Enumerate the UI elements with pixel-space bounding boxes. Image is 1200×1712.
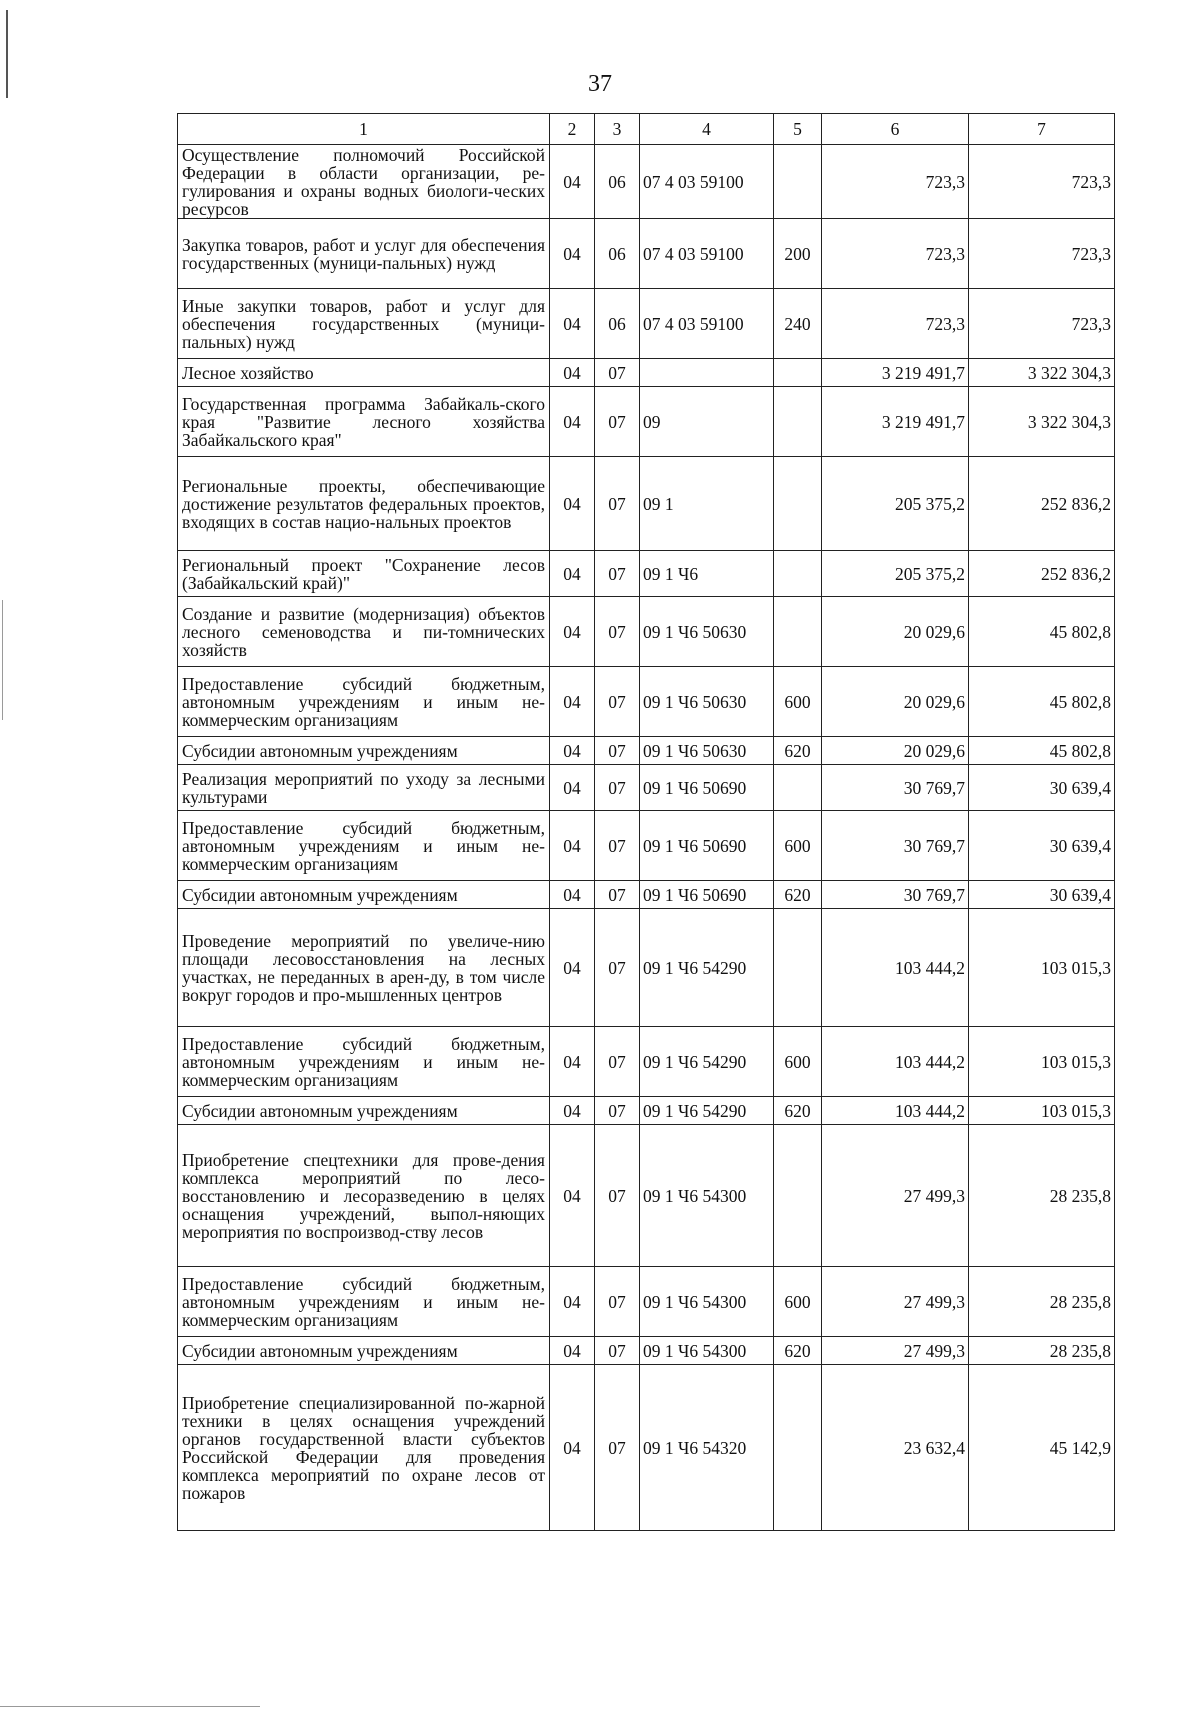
row-expense-type-cell: 620 bbox=[774, 737, 822, 765]
row-target-item-cell: 09 1 Ч6 50630 bbox=[640, 737, 774, 765]
row-section-cell: 04 bbox=[550, 551, 595, 597]
row-expense-type-cell bbox=[774, 145, 822, 219]
row-amount-2-cell: 723,3 bbox=[969, 289, 1115, 359]
row-name-cell: Проведение мероприятий по увеличе-нию площади лесовосстановления на лесных участках, не переданных в арен-ду, в том числе вокруг городов и про-мышленных центров bbox=[178, 909, 550, 1027]
row-expense-type-cell: 600 bbox=[774, 811, 822, 881]
row-amount-2-cell: 103 015,3 bbox=[969, 909, 1115, 1027]
row-amount-2-cell: 723,3 bbox=[969, 145, 1115, 219]
table-row bbox=[178, 457, 1115, 551]
table-row bbox=[178, 1365, 1115, 1531]
row-expense-type-cell bbox=[774, 457, 822, 551]
table-row bbox=[178, 1097, 1115, 1125]
row-subsection-cell: 07 bbox=[595, 811, 640, 881]
row-subsection-cell: 06 bbox=[595, 145, 640, 219]
row-subsection-cell: 07 bbox=[595, 1027, 640, 1097]
row-target-item-cell: 09 1 Ч6 50690 bbox=[640, 765, 774, 811]
table-row bbox=[178, 219, 1115, 289]
row-section-cell: 04 bbox=[550, 765, 595, 811]
row-amount-1-cell: 205 375,2 bbox=[822, 551, 969, 597]
header-col-6: 6 bbox=[822, 114, 969, 145]
row-amount-2-cell: 30 639,4 bbox=[969, 881, 1115, 909]
row-expense-type-cell bbox=[774, 597, 822, 667]
row-target-item-cell: 07 4 03 59100 bbox=[640, 219, 774, 289]
row-section-cell: 04 bbox=[550, 387, 595, 457]
row-amount-2-cell: 45 142,9 bbox=[969, 1365, 1115, 1531]
row-amount-2-cell: 252 836,2 bbox=[969, 551, 1115, 597]
table-row bbox=[178, 289, 1115, 359]
row-amount-2-cell: 45 802,8 bbox=[969, 667, 1115, 737]
row-amount-2-cell: 30 639,4 bbox=[969, 765, 1115, 811]
row-amount-1-cell: 23 632,4 bbox=[822, 1365, 969, 1531]
row-expense-type-cell bbox=[774, 359, 822, 387]
row-name-cell: Реализация мероприятий по уходу за лесными культурами bbox=[178, 765, 550, 811]
row-amount-1-cell: 30 769,7 bbox=[822, 881, 969, 909]
row-name-cell: Иные закупки товаров, работ и услуг для обеспечения государственных (муници-пальных) нужд bbox=[178, 289, 550, 359]
row-amount-2-cell: 28 235,8 bbox=[969, 1337, 1115, 1365]
header-col-4: 4 bbox=[640, 114, 774, 145]
row-subsection-cell: 07 bbox=[595, 457, 640, 551]
row-section-cell: 04 bbox=[550, 289, 595, 359]
row-subsection-cell: 07 bbox=[595, 551, 640, 597]
row-section-cell: 04 bbox=[550, 737, 595, 765]
page-number: 37 bbox=[588, 71, 612, 97]
row-section-cell: 04 bbox=[550, 881, 595, 909]
table-row bbox=[178, 387, 1115, 457]
scan-edge-mark-lower bbox=[2, 600, 3, 720]
row-expense-type-cell: 620 bbox=[774, 1097, 822, 1125]
row-target-item-cell: 09 1 Ч6 54290 bbox=[640, 1097, 774, 1125]
row-amount-1-cell: 20 029,6 bbox=[822, 737, 969, 765]
row-amount-2-cell: 28 235,8 bbox=[969, 1125, 1115, 1267]
row-amount-2-cell: 3 322 304,3 bbox=[969, 359, 1115, 387]
row-name-cell: Региональный проект "Сохранение лесов (Забайкальский край)" bbox=[178, 551, 550, 597]
row-section-cell: 04 bbox=[550, 1097, 595, 1125]
row-amount-1-cell: 20 029,6 bbox=[822, 597, 969, 667]
row-subsection-cell: 06 bbox=[595, 219, 640, 289]
row-name-cell: Предоставление субсидий бюджетным, автономным учреждениям и иным не-коммерческим организациям bbox=[178, 667, 550, 737]
row-section-cell: 04 bbox=[550, 811, 595, 881]
row-amount-2-cell: 103 015,3 bbox=[969, 1027, 1115, 1097]
row-target-item-cell: 09 1 Ч6 54290 bbox=[640, 1027, 774, 1097]
row-target-item-cell: 09 1 bbox=[640, 457, 774, 551]
row-name-cell: Приобретение спецтехники для прове-дения комплекса мероприятий по лесо-восстановлению и лесоразведению в целях оснащения учреждений, выпол-няющих мероприятия по воспроизвод-ству лесов bbox=[178, 1125, 550, 1267]
row-subsection-cell: 07 bbox=[595, 1125, 640, 1267]
row-subsection-cell: 07 bbox=[595, 387, 640, 457]
table-row bbox=[178, 1267, 1115, 1337]
row-section-cell: 04 bbox=[550, 1337, 595, 1365]
table-row bbox=[178, 1125, 1115, 1267]
row-target-item-cell: 09 1 Ч6 54290 bbox=[640, 909, 774, 1027]
table-row bbox=[178, 359, 1115, 387]
row-amount-2-cell: 45 802,8 bbox=[969, 597, 1115, 667]
table-row bbox=[178, 765, 1115, 811]
scan-bottom-mark bbox=[0, 1706, 260, 1707]
row-section-cell: 04 bbox=[550, 145, 595, 219]
row-name-cell: Субсидии автономным учреждениям bbox=[178, 881, 550, 909]
table-row bbox=[178, 909, 1115, 1027]
row-subsection-cell: 07 bbox=[595, 1267, 640, 1337]
row-subsection-cell: 07 bbox=[595, 667, 640, 737]
row-name-cell: Предоставление субсидий бюджетным, автономным учреждениям и иным не-коммерческим организациям bbox=[178, 1267, 550, 1337]
row-expense-type-cell: 620 bbox=[774, 881, 822, 909]
row-amount-1-cell: 205 375,2 bbox=[822, 457, 969, 551]
row-amount-1-cell: 3 219 491,7 bbox=[822, 387, 969, 457]
row-subsection-cell: 07 bbox=[595, 765, 640, 811]
row-amount-2-cell: 252 836,2 bbox=[969, 457, 1115, 551]
row-name-cell: Лесное хозяйство bbox=[178, 359, 550, 387]
row-expense-type-cell: 240 bbox=[774, 289, 822, 359]
row-name-cell: Субсидии автономным учреждениям bbox=[178, 1097, 550, 1125]
row-expense-type-cell: 600 bbox=[774, 667, 822, 737]
row-target-item-cell: 09 1 Ч6 50630 bbox=[640, 667, 774, 737]
row-section-cell: 04 bbox=[550, 1365, 595, 1531]
header-col-3: 3 bbox=[595, 114, 640, 145]
row-name-cell: Субсидии автономным учреждениям bbox=[178, 737, 550, 765]
row-amount-1-cell: 30 769,7 bbox=[822, 765, 969, 811]
row-subsection-cell: 07 bbox=[595, 1097, 640, 1125]
row-amount-2-cell: 723,3 bbox=[969, 219, 1115, 289]
row-target-item-cell: 09 1 Ч6 50630 bbox=[640, 597, 774, 667]
table-row bbox=[178, 1027, 1115, 1097]
row-expense-type-cell bbox=[774, 1365, 822, 1531]
row-expense-type-cell: 600 bbox=[774, 1267, 822, 1337]
table-row bbox=[178, 737, 1115, 765]
row-amount-2-cell: 28 235,8 bbox=[969, 1267, 1115, 1337]
table-header-row bbox=[178, 114, 1115, 145]
row-subsection-cell: 07 bbox=[595, 881, 640, 909]
row-subsection-cell: 07 bbox=[595, 597, 640, 667]
table-row bbox=[178, 1337, 1115, 1365]
row-target-item-cell: 09 1 Ч6 50690 bbox=[640, 881, 774, 909]
row-amount-2-cell: 103 015,3 bbox=[969, 1097, 1115, 1125]
row-amount-1-cell: 30 769,7 bbox=[822, 811, 969, 881]
row-amount-1-cell: 723,3 bbox=[822, 219, 969, 289]
table-row bbox=[178, 551, 1115, 597]
row-amount-2-cell: 45 802,8 bbox=[969, 737, 1115, 765]
row-target-item-cell: 09 1 Ч6 54300 bbox=[640, 1337, 774, 1365]
table-row bbox=[178, 145, 1115, 219]
row-name-cell: Приобретение специализированной по-жарной техники в целях оснащения учреждений органов государственной власти субъектов Российской Федерации для проведения комплекса мероприятий по охране лесов от пожаров bbox=[178, 1365, 550, 1531]
table-row bbox=[178, 881, 1115, 909]
row-amount-1-cell: 103 444,2 bbox=[822, 909, 969, 1027]
row-target-item-cell bbox=[640, 359, 774, 387]
table-body bbox=[178, 145, 1115, 1531]
row-name-cell: Региональные проекты, обеспечивающие достижение результатов федеральных проектов, входящих в состав нацио-нальных проектов bbox=[178, 457, 550, 551]
budget-table bbox=[177, 113, 1115, 1531]
row-amount-2-cell: 3 322 304,3 bbox=[969, 387, 1115, 457]
row-subsection-cell: 07 bbox=[595, 359, 640, 387]
row-target-item-cell: 09 1 Ч6 54300 bbox=[640, 1267, 774, 1337]
row-amount-1-cell: 103 444,2 bbox=[822, 1027, 969, 1097]
row-expense-type-cell bbox=[774, 909, 822, 1027]
row-expense-type-cell bbox=[774, 1125, 822, 1267]
header-col-5: 5 bbox=[774, 114, 822, 145]
row-name-cell: Субсидии автономным учреждениям bbox=[178, 1337, 550, 1365]
table-row bbox=[178, 811, 1115, 881]
row-name-cell: Осуществление полномочий Российской Федерации в области организации, ре-гулирования и охраны водных биологи-ческих ресурсов bbox=[178, 145, 550, 219]
header-col-1: 1 bbox=[178, 114, 550, 145]
row-target-item-cell: 09 1 Ч6 54320 bbox=[640, 1365, 774, 1531]
row-subsection-cell: 07 bbox=[595, 909, 640, 1027]
row-section-cell: 04 bbox=[550, 219, 595, 289]
row-amount-1-cell: 723,3 bbox=[822, 145, 969, 219]
row-section-cell: 04 bbox=[550, 359, 595, 387]
row-expense-type-cell bbox=[774, 387, 822, 457]
row-target-item-cell: 09 1 Ч6 bbox=[640, 551, 774, 597]
row-section-cell: 04 bbox=[550, 1267, 595, 1337]
row-amount-1-cell: 20 029,6 bbox=[822, 667, 969, 737]
row-amount-2-cell: 30 639,4 bbox=[969, 811, 1115, 881]
table-row bbox=[178, 597, 1115, 667]
row-expense-type-cell bbox=[774, 551, 822, 597]
row-section-cell: 04 bbox=[550, 597, 595, 667]
row-target-item-cell: 07 4 03 59100 bbox=[640, 145, 774, 219]
row-amount-1-cell: 723,3 bbox=[822, 289, 969, 359]
row-section-cell: 04 bbox=[550, 457, 595, 551]
scan-edge-mark bbox=[6, 10, 8, 98]
row-subsection-cell: 07 bbox=[595, 1365, 640, 1531]
row-subsection-cell: 06 bbox=[595, 289, 640, 359]
row-target-item-cell: 07 4 03 59100 bbox=[640, 289, 774, 359]
row-section-cell: 04 bbox=[550, 667, 595, 737]
row-expense-type-cell: 600 bbox=[774, 1027, 822, 1097]
row-name-cell: Предоставление субсидий бюджетным, автономным учреждениям и иным не-коммерческим организациям bbox=[178, 1027, 550, 1097]
row-section-cell: 04 bbox=[550, 909, 595, 1027]
row-section-cell: 04 bbox=[550, 1027, 595, 1097]
row-amount-1-cell: 103 444,2 bbox=[822, 1097, 969, 1125]
row-name-cell: Предоставление субсидий бюджетным, автономным учреждениям и иным не-коммерческим организациям bbox=[178, 811, 550, 881]
row-amount-1-cell: 27 499,3 bbox=[822, 1125, 969, 1267]
row-subsection-cell: 07 bbox=[595, 737, 640, 765]
row-name-cell: Государственная программа Забайкаль-ского края "Развитие лесного хозяйства Забайкальского края" bbox=[178, 387, 550, 457]
row-name-cell: Закупка товаров, работ и услуг для обеспечения государственных (муници-пальных) нужд bbox=[178, 219, 550, 289]
row-expense-type-cell bbox=[774, 765, 822, 811]
row-amount-1-cell: 3 219 491,7 bbox=[822, 359, 969, 387]
row-amount-1-cell: 27 499,3 bbox=[822, 1337, 969, 1365]
row-subsection-cell: 07 bbox=[595, 1337, 640, 1365]
row-section-cell: 04 bbox=[550, 1125, 595, 1267]
row-expense-type-cell: 620 bbox=[774, 1337, 822, 1365]
row-target-item-cell: 09 bbox=[640, 387, 774, 457]
row-target-item-cell: 09 1 Ч6 50690 bbox=[640, 811, 774, 881]
row-name-cell: Создание и развитие (модернизация) объектов лесного семеноводства и пи-томнических хозяйств bbox=[178, 597, 550, 667]
header-col-7: 7 bbox=[969, 114, 1115, 145]
header-col-2: 2 bbox=[550, 114, 595, 145]
row-target-item-cell: 09 1 Ч6 54300 bbox=[640, 1125, 774, 1267]
table-row bbox=[178, 667, 1115, 737]
row-expense-type-cell: 200 bbox=[774, 219, 822, 289]
row-amount-1-cell: 27 499,3 bbox=[822, 1267, 969, 1337]
